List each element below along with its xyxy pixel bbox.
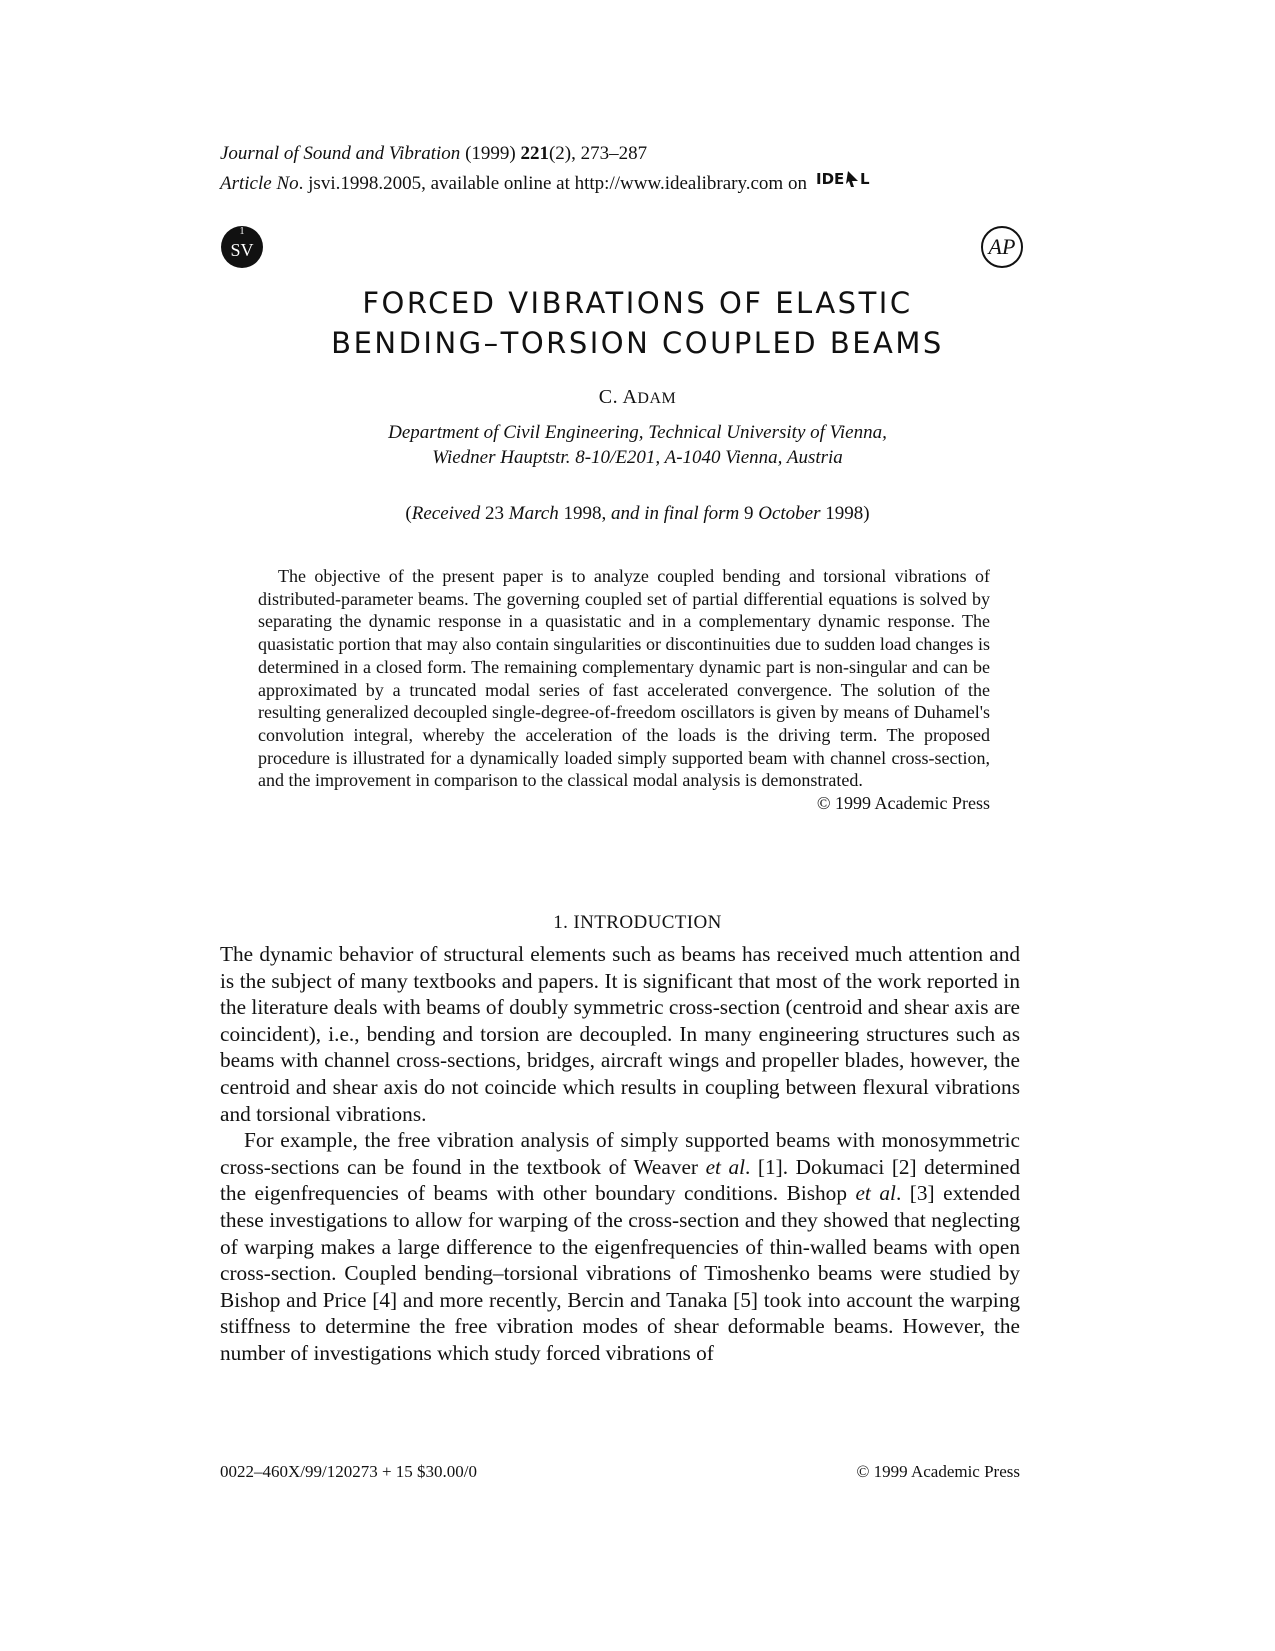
received-day: 23 [480, 503, 509, 524]
ideal-logo-mark [816, 167, 868, 189]
paper-title-line-2: BENDING–TORSION COUPLED BEAMS [331, 326, 944, 360]
article-no-value: . jsvi.1998.2005, available online at http://www.idealibrary.com on [298, 173, 807, 194]
journal-citation-line [220, 140, 1040, 167]
abstract-copyright: © 1999 Academic Press [816, 793, 990, 814]
received-dates [0, 502, 1275, 526]
journal-year: (1999) [465, 143, 516, 164]
affiliation-line-2-text: Wiedner Hauptstr. 8-10/E201, A-1040 Vienna, Austria [432, 447, 843, 468]
footer-copyright: © 1999 Academic Press [856, 1462, 1020, 1481]
body-paragraph-2-part-b: . [1]. Dokumaci [2] determined the eigenfrequencies of beams with other boundary conditions. Bishop [220, 1154, 1020, 1206]
svg-text:IDE: IDE [815, 170, 844, 188]
author-name [0, 385, 1275, 411]
body-paragraph-2 [220, 1127, 1020, 1366]
body-paragraph-2-part-a: For example, the free vibration analysis of simply supported beams with monosymmetric cross-sections can be found in the textbook of Weaver [220, 1128, 1020, 1179]
author-initial: C. A [598, 386, 638, 408]
final-form-label: and in final form [610, 503, 740, 524]
abstract-text: The objective of the present paper is to analyze coupled bending and torsional vibrations of distributed-parameter beams. The governing coupled set of partial differential equations is solved by separating the dynamic response in a quasistatic and in a complementary dynamic response. The quasistatic portion that may also contain singularities or discontinuities due to sudden load changes is determined in a closed form. The remaining complementary dynamic part is non-singular and can be approximated by a truncated modal series of fast accelerated convergence. The solution of the resulting generalized decoupled single-degree-of-freedom oscillators is given by means of Duhamel's convolution integral, whereby the acceleration of the loads is the driving term. The proposed procedure is illustrated for a dynamically loaded simply supported beam with channel cross-section, and the improvement in comparison to the classical modal analysis is demonstrated. [258, 566, 990, 791]
journal-header [220, 140, 1040, 197]
affiliation-line-1 [0, 420, 1275, 445]
affiliation-line-1-text: Department of Civil Engineering, Technical University of Vienna, [388, 422, 887, 443]
et-al-italic-2: et al [855, 1181, 896, 1206]
svg-text:L: L [859, 170, 870, 188]
sv-logo-text: SV [230, 240, 254, 260]
affiliation-line-2 [0, 445, 1275, 470]
received-year: 1998, [558, 503, 611, 524]
sv-logo-superscript: 1 [239, 226, 245, 237]
journal-name: Journal of Sound and Vibration [220, 143, 461, 164]
ap-logo-text: AP [988, 234, 1016, 259]
final-day: 9 [739, 503, 759, 524]
ideal-logo [816, 167, 868, 197]
body-paragraph-1: The dynamic behavior of structural elements such as beams has received much attention and is the subject of many textbooks and papers. It is significant that most of the work reported in the literature deals with beams of doubly symmetric cross-section (centroid and shear axis are coincident), i.e., bending and torsion are decoupled. In many engineering structures such as beams with channel cross-sections, bridges, aircraft wings and propeller blades, however, the centroid and shear axis do not coincide which results in coupling between flexural vibrations and torsional vibrations. [220, 942, 1020, 1126]
article-no-label: Article No [220, 173, 299, 194]
paper-title-line-1: FORCED VIBRATIONS OF ELASTIC [362, 286, 913, 320]
author-surname-smallcaps: DAM [637, 390, 677, 407]
abstract [258, 565, 990, 815]
received-open-paren: ( [405, 503, 412, 524]
journal-volume: 221 [520, 143, 549, 164]
body-paragraph-2-part-c: . [3] extended these investigations to allow for warping of the cross-section and they showed that neglecting of warping makes a large difference to the eigenfrequencies of thin-walled beams with open cross-section. Coupled bending–torsional vibrations of Timoshenko beams were studied by Bishop and Price [4] and more recently, Bercin and Tanaka [5] took into account the warping stiffness to determine the free vibration modes of shear deformable beams. However, the number of investigations which study forced vibrations of [220, 1181, 1020, 1365]
received-month: March [508, 503, 559, 524]
received-label: Received [411, 503, 481, 524]
et-al-italic-1: et al [705, 1154, 746, 1179]
footer-code: 0022–460X/99/120273 + 15 $30.00/0 [220, 1462, 478, 1481]
journal-issue-pages: (2), 273–287 [548, 143, 648, 164]
sv-logo [221, 226, 263, 268]
final-month: October [758, 503, 821, 524]
author-affiliation [0, 420, 1275, 470]
paper-title [0, 283, 1275, 363]
ap-logo [981, 226, 1023, 268]
final-year: 1998) [820, 503, 870, 524]
section-heading-introduction: 1. INTRODUCTION [553, 912, 722, 933]
article-number-line [220, 167, 1040, 197]
introduction-body [220, 941, 1020, 1367]
